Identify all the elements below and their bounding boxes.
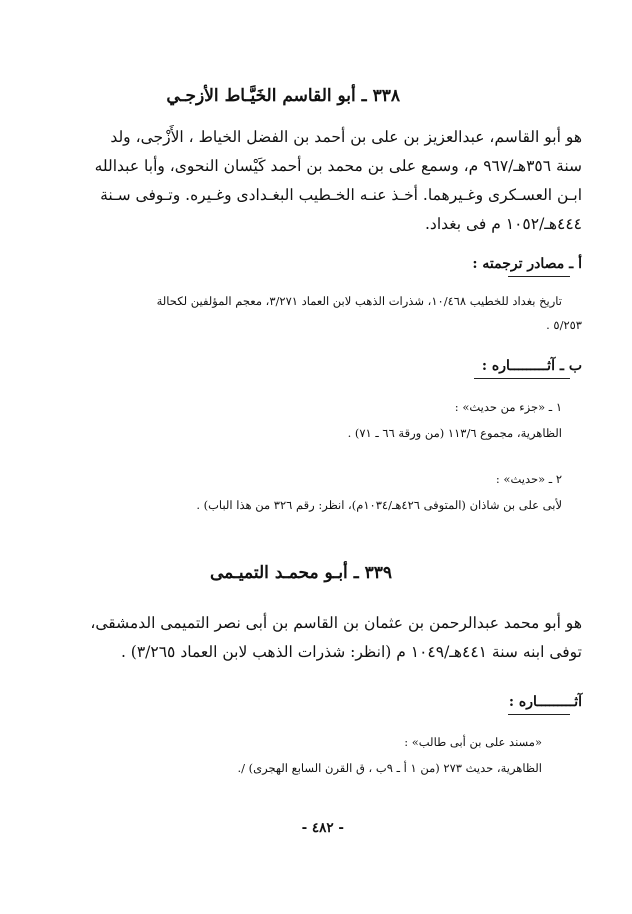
entry-339-title: ٣٣٩ ـ أبـو محمـد التميـمى xyxy=(209,563,392,583)
entry-339-bio-line: توفى ابنه سنة ٤٤١هـ/١٠٤٩ م (انظر: شذرات الذهب لابن العماد ٣/٢٦٥) . xyxy=(120,643,582,661)
work-detail: لأبى على بن شاذان (المتوفى ٤٢٦هـ/١٠٣٤م)، انظر: رقم ٣٢٦ من هذا الباب) . xyxy=(196,498,562,512)
sources-line: تاريخ بغداد للخطيب ١٠/٤٦٨، شذرات الذهب لابن العماد ٣/٢٧١، معجم المؤلفين لكحالة xyxy=(156,294,562,308)
work-label: ١ ـ «جزء من حديث» : xyxy=(454,400,562,414)
entry-339-bio-line: هو أبو محمد عبدالرحمن بن عثمان بن القاسم بن أبى نصر التميمى الدمشقى، xyxy=(90,614,582,632)
entry-338-bio-line: هو أبو القاسم، عبدالعزيز بن على بن أحمد بن الفضل الخياط ، الأَزْجى، ولد xyxy=(110,128,582,146)
entry-338-bio-line: سنة ٣٥٦هـ/٩٦٧ م، وسمع على بن محمد بن أحمد كَيْسان النحوى، وأبا عبدالله xyxy=(94,157,582,175)
works-heading-underline xyxy=(508,714,570,715)
works-heading-underline xyxy=(474,378,570,379)
work-detail: الظاهرية، مجموع ١١٣/٦ (من ورقة ٦٦ ـ ٧١) . xyxy=(347,426,562,440)
page-number: - ٤٨٢ - xyxy=(301,820,344,836)
entry-338-title: ٣٣٨ ـ أبو القاسم الخَيَّـاط الأزجـي xyxy=(166,86,400,106)
works-heading: آثـــــــــاره : xyxy=(508,694,582,710)
work-label: «مسند على بن أبى طالب» : xyxy=(404,735,542,749)
sources-heading-underline xyxy=(508,276,570,277)
sources-line: ٥/٢٥٣ . xyxy=(546,318,582,332)
work-detail: الظاهرية، حديث ٢٧٣ (من ١ أ ـ ٩ب ، ق القرن السابع الهجرى) /. xyxy=(237,761,542,775)
work-label: ٢ ـ «حديث» : xyxy=(495,472,562,486)
sources-heading: أ ـ مصادر ترجمته : xyxy=(472,256,582,272)
works-heading: ب ـ آثـــــــــاره : xyxy=(481,358,582,374)
entry-338-bio-line: ابـن العسـكرى وغـيرهما. أخـذ عنـه الخـطيب البغـدادى وغـيره. وتـوفى سـنة xyxy=(100,186,582,204)
entry-338-bio-line: ٤٤٤هـ/١٠٥٢ م فى بغداد. xyxy=(424,215,582,233)
